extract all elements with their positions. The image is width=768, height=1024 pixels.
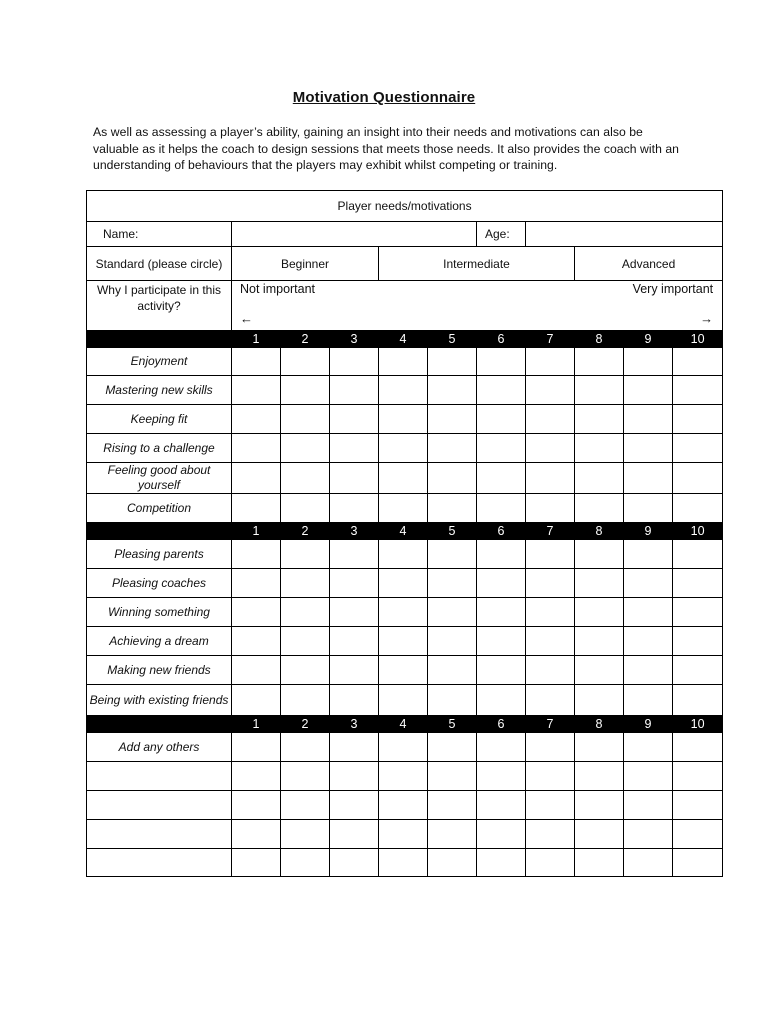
rating-cell-2[interactable]	[281, 376, 330, 405]
scale-number-row	[87, 523, 723, 540]
scale-number-2: 2	[281, 523, 330, 540]
rating-cell-3[interactable]	[330, 598, 379, 627]
rating-cell-6[interactable]	[477, 348, 526, 376]
rating-cell-2[interactable]	[281, 627, 330, 656]
rating-cell-4[interactable]	[379, 791, 428, 820]
age-label: Age:	[477, 222, 526, 247]
rating-cell-7[interactable]	[526, 656, 575, 685]
scale-high-label: Very important	[632, 282, 714, 296]
rating-cell-1[interactable]	[232, 791, 281, 820]
rating-cell-8[interactable]	[575, 820, 624, 849]
rating-cell-8[interactable]	[575, 849, 624, 877]
rating-cell-5[interactable]	[428, 569, 477, 598]
rating-cell-3[interactable]	[330, 820, 379, 849]
table-row	[87, 598, 723, 627]
scale-number-3: 3	[330, 331, 379, 348]
rating-cell-6[interactable]	[477, 656, 526, 685]
rating-cell-3[interactable]	[330, 434, 379, 463]
rating-cell-10[interactable]	[673, 762, 723, 791]
rating-cell-9[interactable]	[624, 598, 673, 627]
motivation-label	[87, 820, 232, 849]
rating-cell-1[interactable]	[232, 434, 281, 463]
table-row	[87, 569, 723, 598]
rating-cell-6[interactable]	[477, 376, 526, 405]
rating-cell-9[interactable]	[624, 627, 673, 656]
rating-cell-1[interactable]	[232, 733, 281, 762]
rating-cell-4[interactable]	[379, 376, 428, 405]
rating-cell-2[interactable]	[281, 540, 330, 569]
rating-cell-8[interactable]	[575, 656, 624, 685]
rating-cell-5[interactable]	[428, 434, 477, 463]
rating-cell-1[interactable]	[232, 820, 281, 849]
rating-cell-4[interactable]	[379, 685, 428, 716]
rating-cell-1[interactable]	[232, 540, 281, 569]
rating-cell-1[interactable]	[232, 685, 281, 716]
name-label: Name:	[87, 222, 232, 247]
scale-number-7: 7	[526, 523, 575, 540]
rating-cell-10[interactable]	[673, 820, 723, 849]
document-title: Motivation Questionnaire	[292, 89, 476, 106]
rating-cell-7[interactable]	[526, 627, 575, 656]
rating-cell-9[interactable]	[624, 463, 673, 494]
rating-cell-3[interactable]	[330, 540, 379, 569]
rating-cell-9[interactable]	[624, 685, 673, 716]
rating-cell-4[interactable]	[379, 463, 428, 494]
scale-number-5: 5	[428, 331, 477, 348]
rating-cell-6[interactable]	[477, 627, 526, 656]
scale-number-row-blank	[87, 331, 232, 348]
rating-cell-4[interactable]	[379, 656, 428, 685]
arrow-left-icon: ←	[240, 311, 253, 326]
scale-number-7: 7	[526, 331, 575, 348]
rating-cell-5[interactable]	[428, 685, 477, 716]
table-row	[87, 405, 723, 434]
rating-cell-5[interactable]	[428, 820, 477, 849]
rating-cell-4[interactable]	[379, 627, 428, 656]
rating-cell-5[interactable]	[428, 348, 477, 376]
table-row	[87, 685, 723, 716]
table-row	[87, 733, 723, 762]
scale-number-1: 1	[232, 716, 281, 733]
rating-cell-10[interactable]	[673, 463, 723, 494]
rating-cell-10[interactable]	[673, 685, 723, 716]
importance-scale	[232, 281, 723, 331]
rating-cell-8[interactable]	[575, 348, 624, 376]
rating-cell-2[interactable]	[281, 685, 330, 716]
rating-cell-8[interactable]	[575, 569, 624, 598]
rating-cell-3[interactable]	[330, 405, 379, 434]
rating-cell-10[interactable]	[673, 376, 723, 405]
rating-cell-9[interactable]	[624, 348, 673, 376]
scale-number-8: 8	[575, 716, 624, 733]
scale-number-3: 3	[330, 523, 379, 540]
rating-cell-9[interactable]	[624, 733, 673, 762]
table-row	[87, 348, 723, 376]
rating-cell-7[interactable]	[526, 820, 575, 849]
motivation-label: Feeling good about yourself	[87, 463, 232, 494]
standard-option-advanced[interactable]: Advanced	[575, 247, 723, 281]
table-row	[87, 762, 723, 791]
rating-cell-1[interactable]	[232, 494, 281, 523]
rating-cell-7[interactable]	[526, 463, 575, 494]
table-row	[87, 849, 723, 877]
table-row	[87, 656, 723, 685]
rating-cell-2[interactable]	[281, 849, 330, 877]
scale-number-10: 10	[673, 331, 723, 348]
rating-cell-4[interactable]	[379, 820, 428, 849]
rating-cell-5[interactable]	[428, 405, 477, 434]
rating-cell-2[interactable]	[281, 348, 330, 376]
name-field[interactable]	[232, 222, 477, 247]
rating-cell-7[interactable]	[526, 348, 575, 376]
rating-cell-8[interactable]	[575, 376, 624, 405]
rating-cell-1[interactable]	[232, 598, 281, 627]
rating-cell-5[interactable]	[428, 494, 477, 523]
scale-number-row-blank	[87, 716, 232, 733]
motivation-label: Winning something	[87, 598, 232, 627]
rating-cell-7[interactable]	[526, 598, 575, 627]
rating-cell-6[interactable]	[477, 733, 526, 762]
scale-number-9: 9	[624, 716, 673, 733]
rating-cell-5[interactable]	[428, 598, 477, 627]
rating-cell-7[interactable]	[526, 791, 575, 820]
table-row	[87, 376, 723, 405]
scale-number-row	[87, 716, 723, 733]
rating-cell-8[interactable]	[575, 627, 624, 656]
rating-cell-7[interactable]	[526, 569, 575, 598]
scale-number-4: 4	[379, 716, 428, 733]
rating-cell-4[interactable]	[379, 348, 428, 376]
rating-cell-9[interactable]	[624, 540, 673, 569]
rating-cell-1[interactable]	[232, 348, 281, 376]
motivation-label: Achieving a dream	[87, 627, 232, 656]
motivation-label	[87, 762, 232, 791]
rating-cell-1[interactable]	[232, 627, 281, 656]
table-row	[87, 820, 723, 849]
scale-number-2: 2	[281, 331, 330, 348]
rating-cell-7[interactable]	[526, 405, 575, 434]
rating-cell-3[interactable]	[330, 791, 379, 820]
rating-cell-10[interactable]	[673, 569, 723, 598]
scale-number-6: 6	[477, 523, 526, 540]
scale-number-7: 7	[526, 716, 575, 733]
rating-cell-8[interactable]	[575, 434, 624, 463]
rating-cell-2[interactable]	[281, 405, 330, 434]
rating-cell-8[interactable]	[575, 463, 624, 494]
rating-cell-10[interactable]	[673, 494, 723, 523]
rating-cell-6[interactable]	[477, 463, 526, 494]
rating-cell-4[interactable]	[379, 762, 428, 791]
rating-cell-6[interactable]	[477, 791, 526, 820]
table-row	[87, 627, 723, 656]
rating-cell-1[interactable]	[232, 405, 281, 434]
rating-cell-3[interactable]	[330, 569, 379, 598]
rating-cell-6[interactable]	[477, 849, 526, 877]
scale-number-8: 8	[575, 523, 624, 540]
arrow-right-icon: →	[700, 311, 714, 326]
rating-cell-8[interactable]	[575, 405, 624, 434]
rating-cell-9[interactable]	[624, 791, 673, 820]
rating-cell-7[interactable]	[526, 762, 575, 791]
rating-cell-7[interactable]	[526, 494, 575, 523]
rating-cell-9[interactable]	[624, 762, 673, 791]
rating-cell-4[interactable]	[379, 405, 428, 434]
standard-option-intermediate[interactable]: Intermediate	[379, 247, 575, 281]
rating-cell-5[interactable]	[428, 791, 477, 820]
motivation-label: Competition	[87, 494, 232, 523]
scale-number-4: 4	[379, 331, 428, 348]
rating-cell-6[interactable]	[477, 494, 526, 523]
rating-cell-9[interactable]	[624, 434, 673, 463]
rating-cell-2[interactable]	[281, 791, 330, 820]
rating-cell-1[interactable]	[232, 656, 281, 685]
rating-cell-5[interactable]	[428, 627, 477, 656]
rating-cell-4[interactable]	[379, 733, 428, 762]
rating-cell-7[interactable]	[526, 733, 575, 762]
motivation-label	[87, 791, 232, 820]
rating-cell-10[interactable]	[673, 348, 723, 376]
rating-cell-6[interactable]	[477, 434, 526, 463]
rating-cell-6[interactable]	[477, 762, 526, 791]
rating-cell-6[interactable]	[477, 598, 526, 627]
motivation-label: Add any others	[87, 733, 232, 762]
rating-cell-6[interactable]	[477, 540, 526, 569]
rating-cell-4[interactable]	[379, 849, 428, 877]
scale-number-2: 2	[281, 716, 330, 733]
rating-cell-1[interactable]	[232, 463, 281, 494]
scale-number-10: 10	[673, 716, 723, 733]
rating-cell-2[interactable]	[281, 463, 330, 494]
rating-cell-9[interactable]	[624, 820, 673, 849]
rating-cell-7[interactable]	[526, 376, 575, 405]
rating-cell-5[interactable]	[428, 733, 477, 762]
rating-cell-4[interactable]	[379, 569, 428, 598]
rating-cell-2[interactable]	[281, 733, 330, 762]
rating-cell-5[interactable]	[428, 376, 477, 405]
rating-cell-10[interactable]	[673, 656, 723, 685]
rating-cell-4[interactable]	[379, 434, 428, 463]
rating-cell-8[interactable]	[575, 494, 624, 523]
table-row	[87, 434, 723, 463]
scale-number-1: 1	[232, 523, 281, 540]
motivation-label: Being with existing friends	[87, 685, 232, 716]
rating-cell-10[interactable]	[673, 791, 723, 820]
rating-cell-1[interactable]	[232, 849, 281, 877]
rating-cell-10[interactable]	[673, 598, 723, 627]
motivation-label: Pleasing parents	[87, 540, 232, 569]
rating-cell-5[interactable]	[428, 540, 477, 569]
rating-cell-9[interactable]	[624, 849, 673, 877]
rating-cell-2[interactable]	[281, 434, 330, 463]
table-row	[87, 463, 723, 494]
rating-cell-8[interactable]	[575, 791, 624, 820]
rating-cell-3[interactable]	[330, 627, 379, 656]
rating-cell-1[interactable]	[232, 376, 281, 405]
rating-cell-2[interactable]	[281, 598, 330, 627]
table-row	[87, 540, 723, 569]
rating-cell-2[interactable]	[281, 820, 330, 849]
scale-number-1: 1	[232, 331, 281, 348]
rating-cell-8[interactable]	[575, 762, 624, 791]
rating-cell-1[interactable]	[232, 569, 281, 598]
rating-cell-6[interactable]	[477, 685, 526, 716]
rating-cell-2[interactable]	[281, 569, 330, 598]
motivation-label: Pleasing coaches	[87, 569, 232, 598]
table-row	[87, 494, 723, 523]
rating-cell-6[interactable]	[477, 820, 526, 849]
rating-cell-9[interactable]	[624, 376, 673, 405]
age-field[interactable]	[526, 222, 723, 247]
rating-cell-2[interactable]	[281, 762, 330, 791]
rating-cell-10[interactable]	[673, 405, 723, 434]
rating-cell-7[interactable]	[526, 434, 575, 463]
rating-cell-9[interactable]	[624, 405, 673, 434]
rating-cell-2[interactable]	[281, 656, 330, 685]
rating-cell-3[interactable]	[330, 685, 379, 716]
rating-cell-9[interactable]	[624, 656, 673, 685]
rating-cell-1[interactable]	[232, 762, 281, 791]
rating-cell-6[interactable]	[477, 405, 526, 434]
rating-cell-7[interactable]	[526, 685, 575, 716]
rating-cell-3[interactable]	[330, 733, 379, 762]
standard-label: Standard (please circle)	[87, 247, 232, 281]
rating-cell-5[interactable]	[428, 463, 477, 494]
scale-low-label: Not important	[240, 282, 316, 296]
rating-cell-10[interactable]	[673, 733, 723, 762]
scale-number-8: 8	[575, 331, 624, 348]
rating-cell-9[interactable]	[624, 494, 673, 523]
rating-cell-8[interactable]	[575, 685, 624, 716]
rating-cell-3[interactable]	[330, 463, 379, 494]
rating-cell-10[interactable]	[673, 849, 723, 877]
rating-cell-8[interactable]	[575, 733, 624, 762]
rating-cell-7[interactable]	[526, 849, 575, 877]
rating-cell-4[interactable]	[379, 494, 428, 523]
rating-cell-10[interactable]	[673, 540, 723, 569]
motivation-label: Rising to a challenge	[87, 434, 232, 463]
motivation-label: Making new friends	[87, 656, 232, 685]
scale-number-4: 4	[379, 523, 428, 540]
motivation-label	[87, 849, 232, 877]
scale-number-9: 9	[624, 331, 673, 348]
scale-number-6: 6	[477, 331, 526, 348]
rating-cell-5[interactable]	[428, 762, 477, 791]
rating-cell-10[interactable]	[673, 627, 723, 656]
rating-cell-3[interactable]	[330, 849, 379, 877]
rating-cell-8[interactable]	[575, 540, 624, 569]
scale-number-6: 6	[477, 716, 526, 733]
rating-cell-5[interactable]	[428, 656, 477, 685]
rating-cell-3[interactable]	[330, 656, 379, 685]
rating-cell-7[interactable]	[526, 540, 575, 569]
intro-paragraph: As well as assessing a player’s ability, gaining an insight into their needs and motivations can also be valuable as it helps the coach to design sessions that meets those needs. It also provides the coach with an understanding of behaviours that the players may exhibit whilst competing or training.	[93, 125, 680, 172]
rating-cell-4[interactable]	[379, 598, 428, 627]
rating-cell-8[interactable]	[575, 598, 624, 627]
motivation-label: Keeping fit	[87, 405, 232, 434]
motivation-label: Mastering new skills	[87, 376, 232, 405]
scale-number-row-blank	[87, 523, 232, 540]
rating-cell-10[interactable]	[673, 434, 723, 463]
rating-cell-4[interactable]	[379, 540, 428, 569]
rating-cell-6[interactable]	[477, 569, 526, 598]
scale-number-5: 5	[428, 716, 477, 733]
rating-cell-3[interactable]	[330, 762, 379, 791]
rating-cell-3[interactable]	[330, 494, 379, 523]
scale-number-row	[87, 331, 723, 348]
why-participate-label: Why I participate in this activity?	[87, 281, 232, 331]
rating-cell-2[interactable]	[281, 494, 330, 523]
scale-number-5: 5	[428, 523, 477, 540]
rating-cell-9[interactable]	[624, 569, 673, 598]
rating-cell-3[interactable]	[330, 348, 379, 376]
standard-option-beginner[interactable]: Beginner	[232, 247, 379, 281]
scale-number-10: 10	[673, 523, 723, 540]
rating-cell-3[interactable]	[330, 376, 379, 405]
table-row	[87, 791, 723, 820]
questionnaire-table	[86, 190, 723, 877]
table-heading: Player needs/motivations	[87, 191, 723, 222]
scale-number-3: 3	[330, 716, 379, 733]
scale-number-9: 9	[624, 523, 673, 540]
rating-cell-5[interactable]	[428, 849, 477, 877]
motivation-label: Enjoyment	[87, 348, 232, 376]
